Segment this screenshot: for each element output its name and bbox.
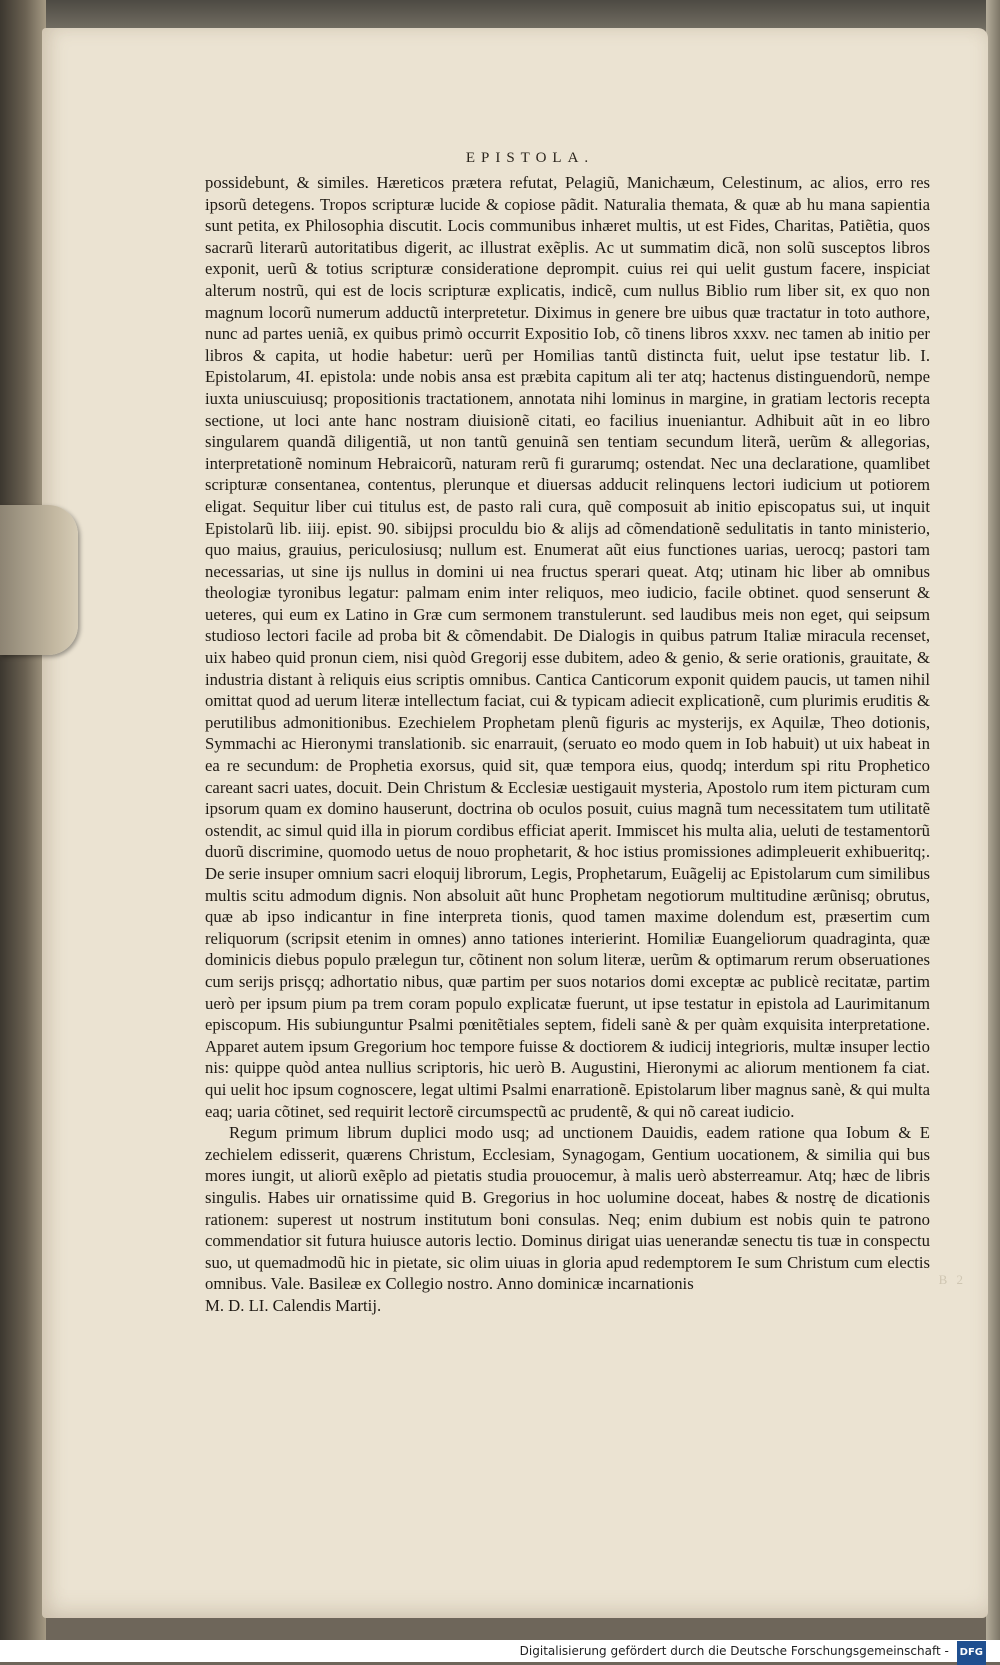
body-paragraph-1: possidebunt, & similes. Hæreticos prætera refutat, Pelagiũ, Manichæum, Celestinum, ac alios, erro res ipsorũ detegens. Tropos scripturæ lucide & copiose pãdit. Naturalia themata, & quæ ab hu mana sapientia sunt petita, ex Philosophia discutit. Locis communibus inhæret multis, ut est Fides, Charitas, Patiẽtia, quos sacrarũ literarũ autoritatibus digerit, ac illustrat exẽplis. Ac ut summatim dicã, non solũ susceptos libros exponit, uerũ & totius scripturæ consideratione deprompit. cuius rei qui uelit gustum facere, inspiciat alterum nostrũ, qui est de locis scripturæ explicatis, indicẽ, cum nullus Biblio rum liber sit, ex quo non magnum locorũ numerum adductũ interpretetur. Diximus in genere bre uibus quæ tractatur in toto authore, nunc ad partes ueniã, ex quibus primò occurrit Expositio Iob, cõ tinens libros xxxv. nec tamen ab initio per libros & capita, ut hodie habetur: uerũ per Homilias tantũ distincta fuit, uelut ipse testatur lib. I. Epistolarum, 4I. epistola: unde nobis ansa est præbita capitum ali ter atq; hactenus distinguendorũ, nempe iuxta uniuscuiusq; propositionis tractationem, annotata nihi lominus in margine, in gratiam lectoris recepta sectione, ut loci ante hanc nostram diuisionẽ citati, eo facilius inueniantur. Adhibuit aũt in eo libro singularem quandã diligentiã, ut non tantũ genuinã sen tentiam secundum literã, uerũm & allegorias, interpretationẽ nominum Hebraicorũ, naturam rerũ fi gurarumq; ostendat. Nec una declaratione, quamlibet scripturæ consentanea, contentus, plerunque et diuersas adducit relinquens lectori iudicium ut potiorem eligat. Sequitur liber cui titulus est, de pasto rali cura, quẽ composuit ab initio episcopatus sui, ut inquit Epistolarũ lib. iiij. epist. 90. sibijpsi proculdu bio & alijs ad cõmendationẽ sedulitatis in tanto ministerio, quo maius, grauius, periculosiusq; nullum est. Enumerat aũt eius functiones uarias, uerocq; pastori tam necessarias, ut sine ijs nullus in domini ui nea fructus sperari queat. Atq; utinam hic liber ab omnibus theologiæ tyronibus legatur: palmam enim inter reliquos, meo iudicio, facile obtinet. quod senserunt & ueteres, qui eum ex Latino in Græ cum sermonem transtulerunt. sed laudibus meis non eget, qui seipsum studioso lectori facile ad proba bit & cõmendabit. De Dialogis in quibus patrum Italiæ miracula recenset, uix habeo quid pronun ciem, nisi quòd Gregorij esse dubitem, adeo & genio, & serie orationis, grauitate, & industria distant à reliquis eius scriptis omnibus. Cantica Canticorum exponit quidem paucis, ut tamen nihil omittat quod ad uerum literæ intellectum faciat, cui & typicam adiecit explicationẽ, cum plurimis eruditis & perutilibus admonitionibus. Ezechielem Prophetam plenũ figuris ac mysterijs, ex Aquilæ, Theo dotionis, Symmachi ac Hieronymi translationib. sic enarrauit, (seruato eo modo quem in Iob habuit) ut uix habeat in ea re secundum: de Prophetia exorsus, quid sit, quæ tempora eius, quodq; interdum spi ritu Prophetico careant sacri uates, docuit. Dein Christum & Ecclesiæ uestigauit mysteria, Apostolo rum item picturam cum ipsorum quam ex domino hauserunt, doctrina ob oculos posuit, cuius magnã tum necessitatem tum utilitatẽ ostendit, ac simul quid illa in piorum cordibus efficiat aperit. Immiscet his multa alia, ueluti de testamentorũ duorũ discrimine, quomodo uetus de nouo prophetarit, & hoc istius promissiones adimpleuerit exhibueritq;. De serie insuper omnium sacri eloquij librorum, Legis, Prophetarum, Euãgelij ac Epistolarum cum similibus multis scitu admodum dignis. Non absoluit aũt hunc Prophetam negotiorum multitudine ærũnisq; obrutus, quæ ab ipso indicantur in fine interpreta tionis, quod tamen maxime dolendum est, præsertim cum reliquorum (scripsit etenim in omnes) anno tationes interierint. Homiliæ Euangeliorum quadraginta, quæ dominicis diebus populo prælegun tur, cõtinent non solum literæ, uerũm & optimarum rerum obseruationes cum serijs prisçq; adhortatio nibus, quæ partim per suos notarios domi exceptæ ac publicè recitatæ, partim uerò per ipsum pium pa trem coram populo explicatæ fuerunt, ut ipse testatur in epistola ad Laurimitanum episcopum. His subiunguntur Psalmi pœnitẽtiales septem, fideli sanè & per quàm exquisita interpretatione. Apparet autem ipsum Gregorium hoc tempore fuisse & doctiorem & iudicij integrioris, multæ insuper lectio nis: quippe quòd antea nullius scriptoris, hic uerò B. Augustini, Hieronymi ac aliorum mentionem fa ciat. qui uelit hoc ipsum cognoscere, legat ultimi Psalmi enarrationẽ. Epistolarum liber magnus sanè, & qui multa eaq; uaria cõtinet, sed requirit lectorẽ circumspectũ ac prudentẽ, & qui nõ careat iudicio. (205, 173, 930, 1121)
closing-line: M. D. LI. Calendis Martij. (205, 1295, 382, 1315)
scan-background-right (986, 0, 1000, 1662)
digitization-footer (0, 1640, 1000, 1662)
dfg-logo: DFG (957, 1641, 986, 1665)
page-header: EPISTOLA. (465, 150, 595, 166)
page-clip (0, 505, 78, 655)
body-paragraph-2: Regum primum librum duplici modo usq; ad unctionem Dauidis, eadem ratione qua Iobum & E zechielem edisserit, quærens Christum, Ecclesiam, Synagogam, Gentium uocationem, & similia qui bus mores iungit, ut aliorũ exẽplo ad pietatis studia prouocemur, à malis uerò absterreamur. Atq; hæc de libris singulis. Habes uir ornatissime quid B. Gregorius in hoc uolumine doceat, habes & nostrę de dicationis rationem: superest ut nostrum institutum boni consulas. Neq; enim dubium est nobis quin te patrono commendatior sit futura huiusce autoris lectio. Dominus dirigat uias uenerandæ senectu tis tuæ in conspectu suo, ut quemadmodũ hic in pietate, sic olim uiuas in gloria apud redemptorem Ie sum Christum cum electis omnibus. Vale. Basileæ ex Collegio nostro. Anno dominicæ incarnationis (205, 1123, 930, 1294)
signature-mark: B 2 (938, 1272, 966, 1287)
footer-text: Digitalisierung gefördert durch die Deutsche Forschungsgemeinschaft - (519, 1644, 949, 1658)
scan-background-left (0, 0, 46, 1662)
main-text (205, 172, 930, 1316)
